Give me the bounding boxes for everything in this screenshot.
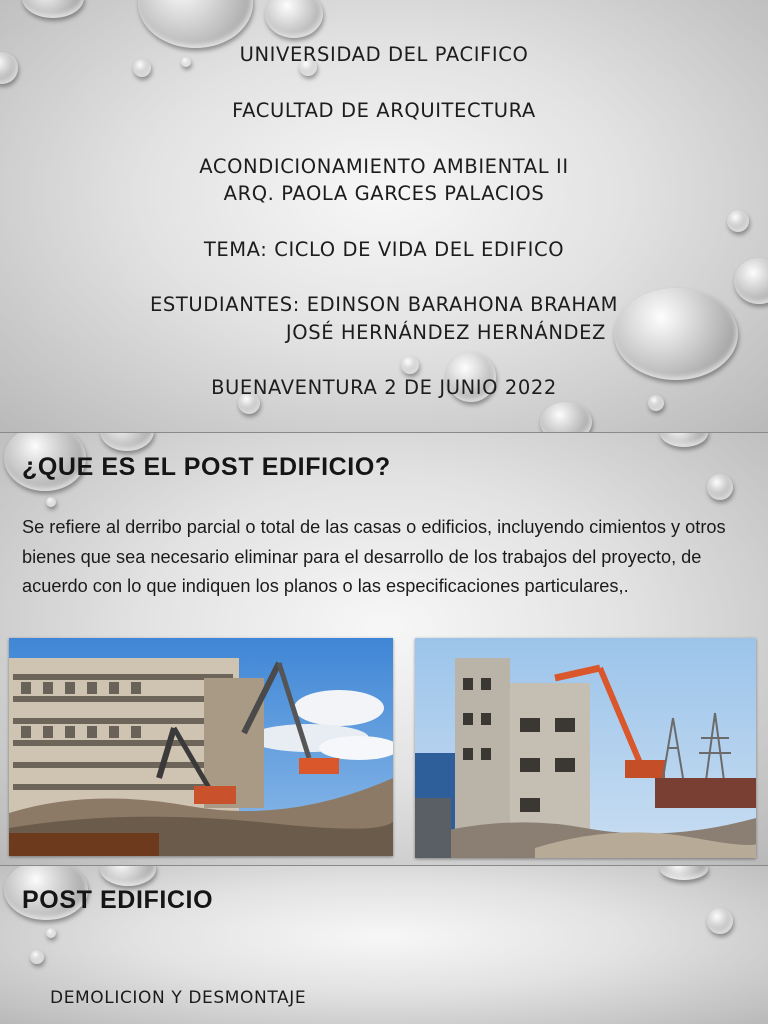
water-drop — [46, 928, 56, 938]
topic-item: DEMOLICION Y DESMONTAJE — [50, 988, 307, 1008]
water-drop — [401, 356, 419, 374]
faculty-name: FACULTAD DE ARQUITECTURA — [232, 99, 536, 122]
water-drop — [727, 210, 749, 232]
slide-heading: ¿QUE ES EL POST EDIFICIO? — [22, 453, 391, 481]
title-slide — [0, 0, 768, 432]
post-building-slide — [0, 866, 768, 1024]
water-drop — [265, 0, 323, 38]
water-drop — [138, 0, 253, 48]
demolition-photo-right — [415, 638, 756, 858]
water-drop — [30, 950, 44, 964]
second-student: JOSÉ HERNÁNDEZ HERNÁNDEZ — [285, 321, 606, 344]
water-drop — [540, 402, 592, 432]
professor-name: ARQ. PAOLA GARCES PALACIOS — [223, 182, 545, 205]
definition-slide — [0, 433, 768, 865]
university-name: UNIVERSIDAD DEL PACIFICO — [239, 43, 529, 66]
water-drop — [100, 866, 156, 886]
topic: TEMA: CICLO DE VIDA DEL EDIFICO — [203, 238, 565, 261]
water-drop — [22, 0, 84, 18]
water-drop — [707, 474, 733, 500]
demolition-photo-left — [9, 638, 393, 856]
course-name: ACONDICIONAMIENTO AMBIENTAL II — [199, 155, 569, 178]
definition-text: Se refiere al derribo parcial o total de las casas o edificios, incluyendo cimientos y otros bienes que sea necesario eliminar para el desarrollo de los trabajos del proyecto, de acuerdo con lo que indiquen los planos o las especificaciones particulares,. — [22, 517, 726, 596]
water-drop — [46, 497, 56, 507]
place-date: BUENAVENTURA 2 DE JUNIO 2022 — [211, 376, 557, 399]
water-drop — [660, 866, 708, 880]
water-drop — [660, 433, 708, 447]
water-drop — [707, 908, 733, 934]
water-drop — [100, 433, 154, 451]
slide-heading: POST EDIFICIO — [22, 886, 214, 914]
students-line: ESTUDIANTES: EDINSON BARAHONA BRAHAM — [150, 293, 618, 316]
